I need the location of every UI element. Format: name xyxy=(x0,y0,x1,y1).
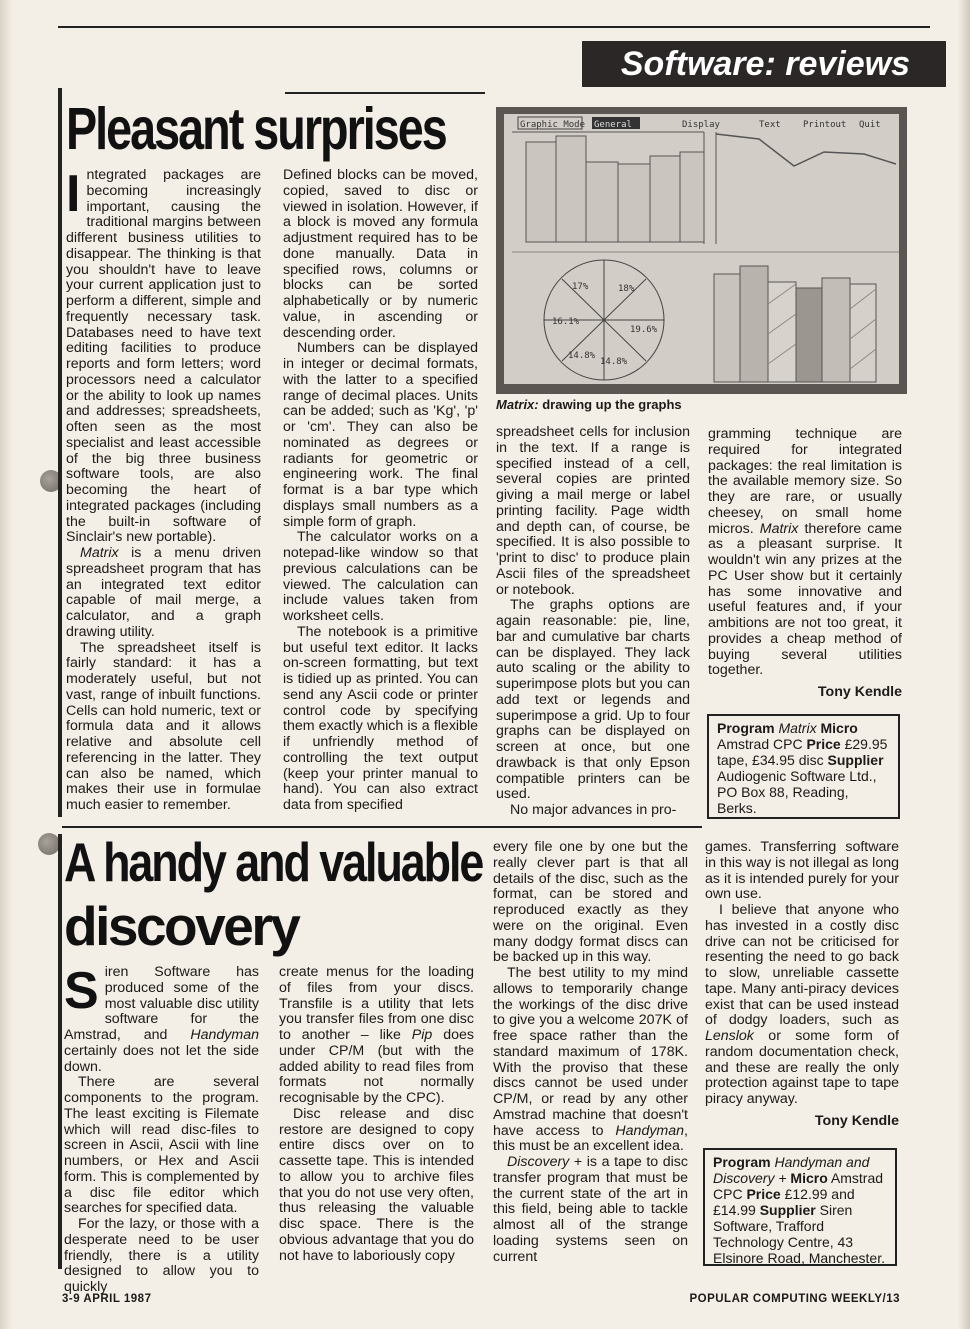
menu-item: Text xyxy=(759,120,781,130)
fact-box xyxy=(707,714,900,819)
paragraph: There are several components to the program. The least exciting is Filemate which will read disc-files to screen in Ascii, Ascii with line numbers, or Hex and Ascii form. This is complemented by a disc file editor which searches for specified data. xyxy=(64,1074,259,1217)
matrix-screenshot xyxy=(496,107,907,394)
article-column-1 xyxy=(64,962,259,1296)
paragraph: Matrix is a menu driven spreadsheet program that has an integrated text editor capable of mail merge, a calculator, and a graph drawing utility. xyxy=(66,545,261,640)
article-column-3 xyxy=(493,840,688,1265)
paragraph: every file one by one but the really clever part is that all details of the disc, such as the format, can be stored and reproduced exactly as they were on the original. Even many dodgy format discs can be backed up in this way. xyxy=(493,839,688,966)
factbox-program: Matrix xyxy=(778,720,817,736)
section-banner: Software: reviews xyxy=(582,41,946,87)
byline: Tony Kendle xyxy=(817,684,902,700)
factbox-program: Handyman and Discovery + xyxy=(713,1154,870,1186)
factbox-price: £12.99 and £14.99 xyxy=(713,1186,855,1218)
article-side-rule xyxy=(58,88,62,817)
caption-text: drawing up the graphs xyxy=(538,397,682,412)
factbox-label: Supplier xyxy=(827,752,884,768)
article-headline: A handy and valuable xyxy=(64,831,483,893)
caption-title: Matrix: xyxy=(496,397,539,412)
paragraph: I believe that anyone who has invested in a costly disc drive can not be criticised for resenting the need to go back to slow, unreliable cassette tape. Many anti-piracy devices exist that can be used instead of dodgy loaders, such as Lenslok or some form of random documentation check, and these are really the only protection against tape to tape piracy anyway. xyxy=(705,902,899,1107)
pie-label: 14.8% xyxy=(600,357,628,367)
screenshot-graphs xyxy=(504,114,899,384)
byline: Tony Kendle xyxy=(814,1112,899,1129)
pie-label: 18% xyxy=(618,284,635,294)
paragraph: The best utility to my mind allows to temporarily change the workings of the disc drive to give you a welcome 207K of free space rather than the standard maximum of 178K. With the proviso that these discs cannot be used under CP/M, or read by any other Amstrad machine that doesn't have access to Handyman, this must be an excellent idea. xyxy=(493,965,688,1155)
figure-caption xyxy=(496,397,682,412)
footer-date: 3-9 APRIL 1987 xyxy=(62,1293,152,1305)
footer-page-number: POPULAR COMPUTING WEEKLY/13 xyxy=(689,1293,900,1305)
article-divider xyxy=(62,826,702,828)
paragraph: Defined blocks can be moved, copied, saved to disc or viewed in isolation. However, if a block is moved any formula adjustment required has to be done manually. Data in specified rows, columns or blocks can be sorted alphabetically or by numeric value, in ascending or descending order. xyxy=(283,167,478,341)
factbox-label: Micro xyxy=(820,720,858,736)
factbox-label: Program xyxy=(713,1154,771,1170)
article-top-rule xyxy=(285,92,485,94)
article-column-1 xyxy=(66,165,261,814)
article-column-2 xyxy=(283,168,478,814)
paragraph: For the lazy, or those with a desperate need to be user friendly, there is a utility designed to allow you to quickly xyxy=(64,1216,259,1295)
factbox-supplier: Audiogenic Software Ltd., PO Box 88, Reading, Berks. xyxy=(717,768,877,816)
top-rule xyxy=(58,26,930,28)
menu-item: Printout xyxy=(803,120,847,130)
menu-item: Graphic Mode xyxy=(520,120,586,130)
article-column-2 xyxy=(279,965,474,1264)
paper-edge-right xyxy=(958,0,970,1329)
paragraph: Discovery + is a tape to disc transfer program that must be the current state of the art in this field, being able to tackle almost all of the strange loading systems seen on current xyxy=(493,1154,688,1265)
paragraph: Disc release and disc restore are designed to copy entire discs over on to cassette tape. This is intended to allow you to archive files that you do not use very often, thus releasing the valuable disc space. There is the obvious advantage that you do not have to laboriously copy xyxy=(279,1105,474,1264)
paragraph: The spreadsheet itself is fairly standard: it has a moderately useful, but not vast, range of inbuilt functions. Cells can hold numeric, text or formula data and it allows relative and absolute cell referencing in the latter. They can also be named, which makes their use in formulae much easier to remember. xyxy=(66,639,261,813)
drop-cap: I xyxy=(66,165,81,223)
factbox-micro: Amstrad CPC xyxy=(717,736,803,752)
paragraph: No major advances in pro- xyxy=(510,802,677,818)
paragraph: iren Software has produced some of the most valuable disc utility software for the Amstrad, and Handyman certainly does not let the side down. xyxy=(64,964,259,1075)
paragraph: games. Transferring software in this way is not illegal as long as it is intended purely for your own use. xyxy=(705,839,899,903)
pie-label: 16.1% xyxy=(552,317,580,327)
factbox-price: £29.95 tape, £34.95 disc xyxy=(717,736,888,768)
paragraph: The calculator works on a notepad-like window so that previous calculations can be viewed. The calculation can include values taken from worksheet cells. xyxy=(283,529,478,624)
paragraph: create menus for the loading of files from your discs. Transfile is a utility that lets you transfer files from one disc to another – like Pip does under CP/M (but with the added ability to read files from formats not normally recognisable by the CPC). xyxy=(279,964,474,1106)
article-column-4 xyxy=(708,427,902,701)
menu-item: Display xyxy=(682,120,720,130)
menu-item: Quit xyxy=(859,120,881,130)
article-headline: Pleasant surprises xyxy=(66,96,446,162)
paragraph: Numbers can be displayed in integer or decimal formats, with the latter to a specified range of decimal places. Units can be added; such as 'Kg', 'p' or 'cm'. They can also be nominated as degrees or radiants for geometric or engineering work. The final format is a bar type which displays small numbers as a simple form of graph. xyxy=(283,340,478,530)
paragraph: The graphs options are again reasonable: pie, line, bar and cumulative bar charts can be displayed. They lack auto scaling or the ability to superimpose plots but you can add text or legends and superimpose a grid. Up to four graphs can be displayed on screen at once, but one drawback is that only Epson compatible printers can be used. xyxy=(496,597,690,803)
pie-label: 14.8% xyxy=(568,351,596,361)
binder-hole xyxy=(38,833,60,855)
paragraph: The notebook is a primitive but useful text editor. It lacks on-screen formatting, but text is tidied up as printed. You can send any Ascii code or printer control code by specifying them exactly which is a flexible if unfriendly method of controlling the text output (keep your printer manual to hand). You can also extract data from specified xyxy=(283,623,478,813)
factbox-label: Program xyxy=(717,720,775,736)
factbox-label: Micro xyxy=(790,1170,828,1186)
article-column-4 xyxy=(705,840,899,1130)
article-column-3 xyxy=(496,425,690,819)
paper-edge-left xyxy=(0,0,12,1329)
paragraph: ntegrated packages are becoming increasingly important, causing the traditional margins between different business utilities to disappear. The thinking is that you shouldn't have to leave your current application just to perform a different, simple and frequently necessary task. Databases need to have text editing facilities to produce reports and form letters; word processors need a calculator or the ability to look up names and addresses; spreadsheets, often seen as the most specialist and least accessible of the big three business software tools, are also becoming the heart of integrated packages (including the built-in software of Sinclair's new portable). xyxy=(66,167,261,546)
article-headline-line2: discovery xyxy=(64,895,299,957)
factbox-supplier: Siren Software, Trafford Technology Centre, 43 Elsinore Road, Manchester. xyxy=(713,1202,885,1266)
article-side-rule xyxy=(58,834,62,1269)
factbox-label: Supplier xyxy=(759,1202,816,1218)
factbox-label: Price xyxy=(806,736,841,752)
menu-item: General xyxy=(594,120,632,130)
pie-label: 17% xyxy=(572,282,589,292)
paragraph: spreadsheet cells for inclusion in the text. If a range is specified instead of a cell, several copies are printed giving a mail merge or label printing facility. Page width and depth can, of course, be specified. It is also possible to 'print to disc' to produce plain Ascii files of the spreadsheet or notebook. xyxy=(496,424,690,598)
pie-label: 19.6% xyxy=(630,325,658,335)
paragraph: gramming technique are required for integrated packages: the real limitation is the available memory size. So they are rare, or usually cheesey, on small home micros. Matrix therefore came as a pleasant surprise. It wouldn't win any prizes at the PC User show but it certainly has some innovative and useful features and, if your ambitions are not too great, it provides a cheap method of buying several utilities together. xyxy=(708,426,902,679)
factbox-micro: Amstrad CPC xyxy=(713,1170,884,1202)
factbox-label: Price xyxy=(746,1186,781,1202)
drop-cap: S xyxy=(64,962,99,1020)
fact-box xyxy=(703,1148,897,1266)
